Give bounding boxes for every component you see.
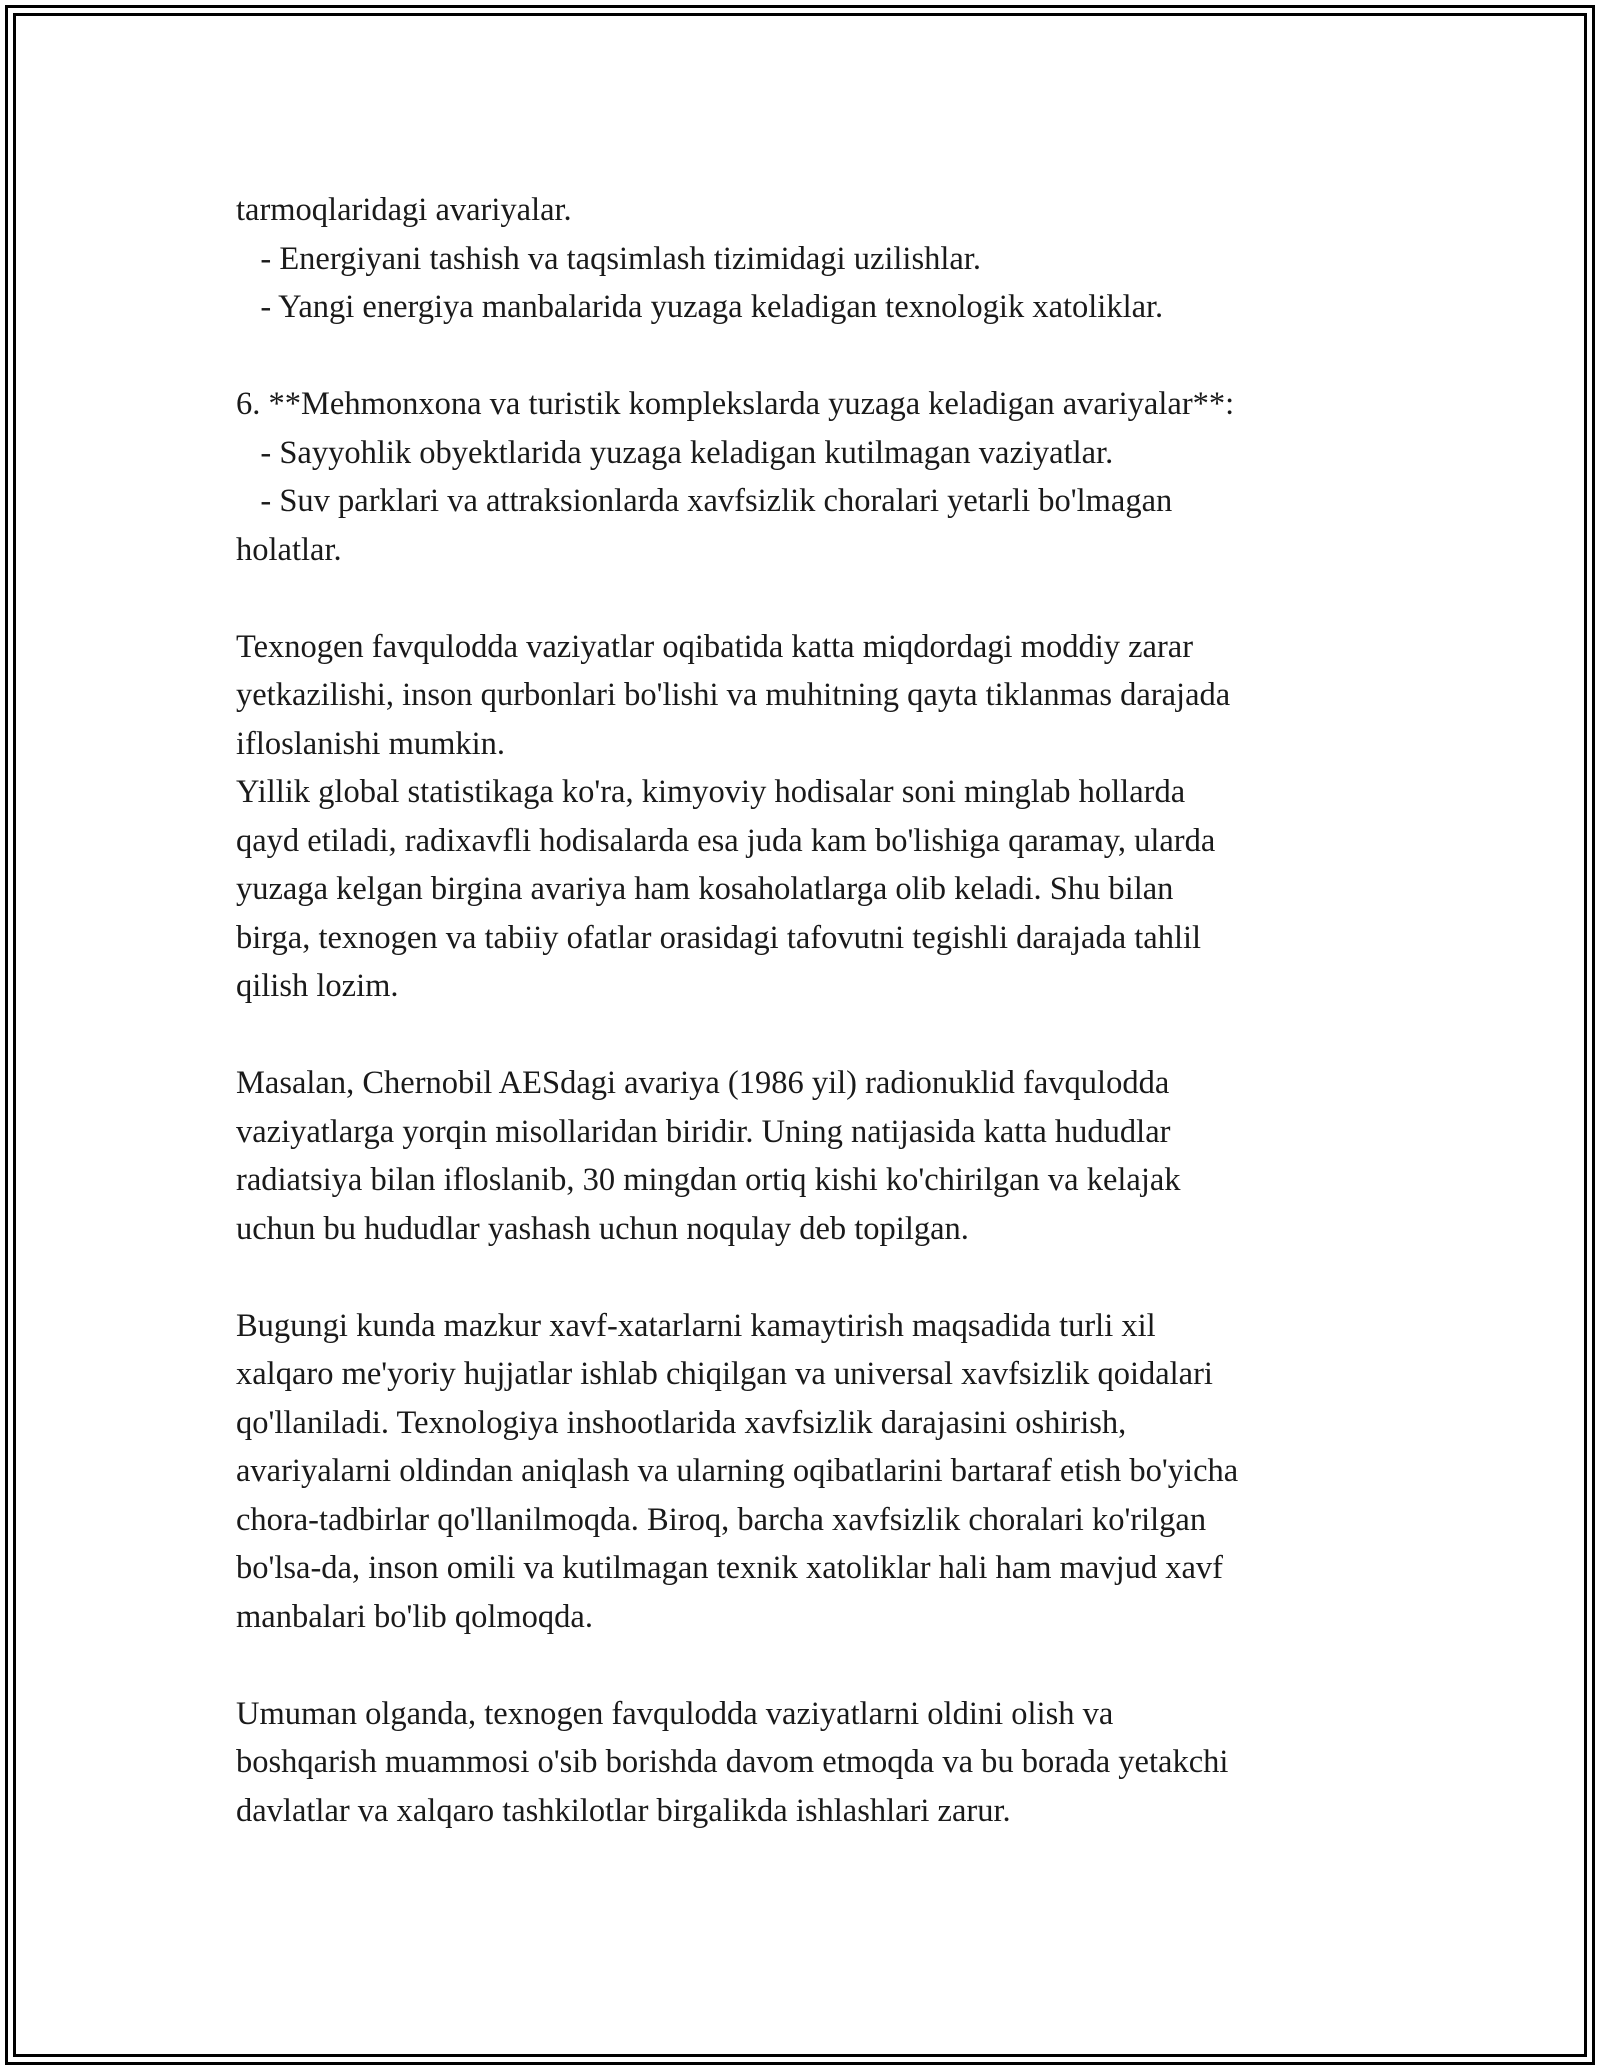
- numbered-heading: 6. **Mehmonxona va turistik komplekslarda yuzaga keladigan avariyalar**:: [236, 386, 1235, 422]
- text-line: Bugungi kunda mazkur xavf-xatarlarni kamaytirish maqsadida turli xil: [236, 1307, 1156, 1344]
- text-line: qo'llaniladi. Texnologiya inshootlarida xavfsizlik darajasini oshirish,: [236, 1404, 1127, 1441]
- text-line: avariyalarni oldindan aniqlash va ularning oqibatlarini bartaraf etish bo'yicha: [236, 1453, 1239, 1489]
- text-line: ifloslanishi mumkin.: [236, 725, 506, 762]
- text-line: Texnogen favqulodda vaziyatlar oqibatida katta miqdordagi moddiy zarar: [236, 628, 1194, 665]
- list-item: - Suv parklari va attraksionlarda xavfsizlik choralari yetarli bo'lmagan: [236, 483, 1173, 519]
- list-item: - Energiyani tashish va taqsimlash tizimidagi uzilishlar.: [236, 240, 981, 277]
- paragraph-chernobil: [236, 1059, 1376, 1253]
- text-line: Umuman olganda, texnogen favqulodda vaziyatlarni oldini olish va: [236, 1695, 1114, 1732]
- paragraph-gap: [236, 332, 1376, 381]
- text-line: Yillik global statistikaga ko'ra, kimyoviy hodisalar soni minglab hollarda: [236, 774, 1186, 810]
- text-line: Masalan, Chernobil AESdagi avariya (1986 yil) radionuklid favqulodda: [236, 1065, 1170, 1101]
- text-line: qilish lozim.: [236, 968, 399, 1004]
- text-line: birga, texnogen va tabiiy ofatlar orasidagi tafovutni tegishli darajada tahlil: [236, 919, 1202, 956]
- paragraph-gap: [236, 574, 1376, 623]
- text-line: uchun bu hududlar yashash uchun noqulay deb topilgan.: [236, 1210, 969, 1247]
- paragraph-energy-list: [236, 186, 1376, 332]
- text-line: boshqarish muammosi o'sib borishda davom etmoqda va bu borada yetakchi: [236, 1744, 1229, 1780]
- text-line: davlatlar va xalqaro tashkilotlar birgalikda ishlashlari zarur.: [236, 1792, 1011, 1829]
- paragraph-hotel-section: [236, 380, 1376, 574]
- text-line: tarmoqlaridagi avariyalar.: [236, 192, 572, 228]
- paragraph-gap: [236, 1011, 1376, 1060]
- paragraph-regulations: [236, 1302, 1376, 1642]
- text-line: qayd etiladi, radixavfli hodisalarda esa juda kam bo'lishiga qaramay, ularda: [236, 822, 1216, 859]
- list-item: - Sayyohlik obyektlarida yuzaga keladigan kutilmagan vaziyatlar.: [236, 434, 1114, 471]
- text-line: vaziyatlarga yorqin misollaridan biridir. Uning natijasida katta hududlar: [236, 1113, 1171, 1150]
- text-line: radiatsiya bilan ifloslanib, 30 mingdan ortiq kishi ko'chirilgan va kelajak: [236, 1162, 1181, 1198]
- paragraph-consequences: [236, 623, 1376, 1011]
- text-line: yuzaga kelgan birgina avariya ham kosaholatlarga olib keladi. Shu bilan: [236, 871, 1174, 907]
- text-line: xalqaro me'yoriy hujjatlar ishlab chiqilgan va universal xavfsizlik qoidalari: [236, 1356, 1213, 1392]
- text-line: chora-tadbirlar qo'llanilmoqda. Biroq, barcha xavfsizlik choralari ko'rilgan: [236, 1501, 1207, 1538]
- text-line: bo'lsa-da, inson omili va kutilmagan texnik xatoliklar hali ham mavjud xavf: [236, 1550, 1223, 1586]
- paragraph-gap: [236, 1253, 1376, 1302]
- document-body: [236, 186, 1376, 1835]
- paragraph-conclusion: [236, 1690, 1376, 1836]
- text-line: holatlar.: [236, 531, 342, 568]
- paragraph-gap: [236, 1641, 1376, 1690]
- text-line: yetkazilishi, inson qurbonlari bo'lishi va muhitning qayta tiklanmas darajada: [236, 677, 1231, 713]
- list-item: - Yangi energiya manbalarida yuzaga keladigan texnologik xatoliklar.: [236, 289, 1164, 325]
- text-line: manbalari bo'lib qolmoqda.: [236, 1598, 593, 1635]
